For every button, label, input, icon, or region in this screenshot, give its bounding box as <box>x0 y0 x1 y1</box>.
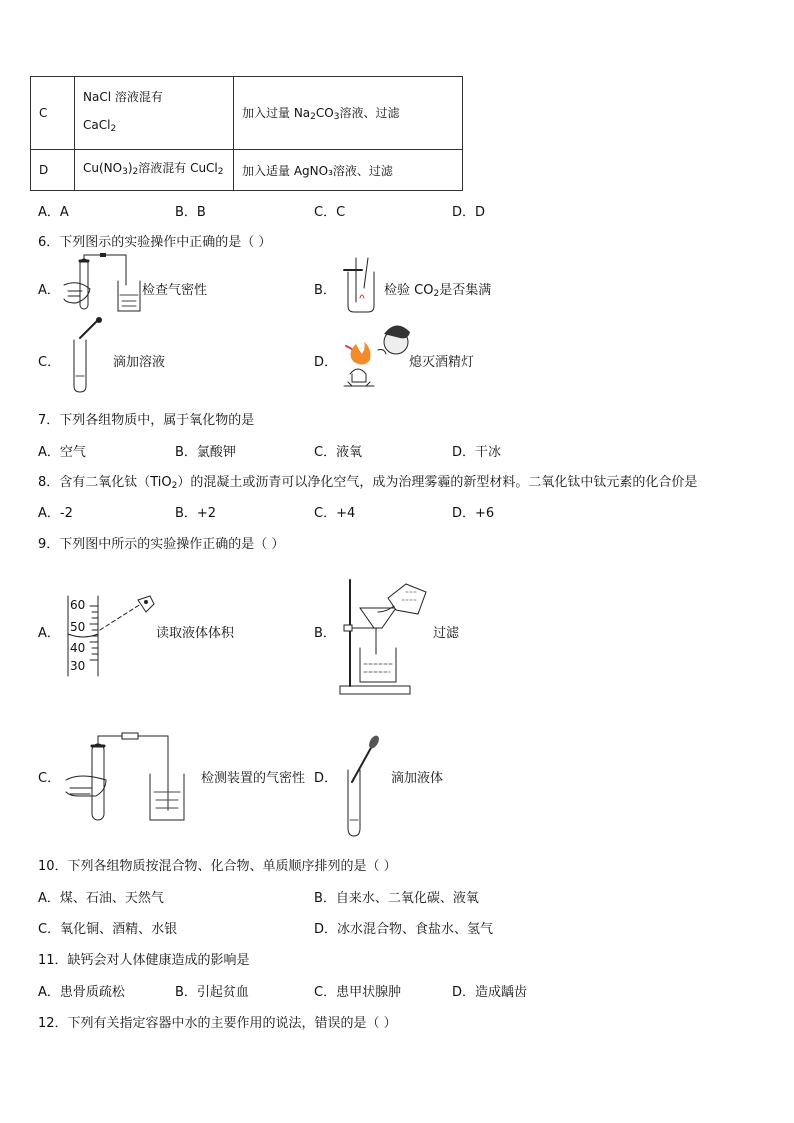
q11-option-d: D．造成龋齿 <box>452 985 528 1000</box>
q11-option-c: C．患甲状腺肿 <box>314 985 402 1000</box>
q9-a-caption: 读取液体体积 <box>156 626 235 641</box>
table-row <box>31 150 463 191</box>
gas-bottle-icon <box>342 258 382 314</box>
q8-stem: 8．含有二氧化钛（TiO$_2$）的混凝土或沥青可以净化空气，成为治理雾霾的新型材料。二氧化钛中钛元素的化合价是 <box>38 475 698 491</box>
q9-a-letter: A． <box>38 626 60 641</box>
q5-option-d: D．D <box>452 205 486 220</box>
q10-option-c: C．氧化铜、酒精、水银 <box>38 922 178 937</box>
q8-option-d: D．+6 <box>452 506 495 521</box>
q7-option-b: B．氯酸钾 <box>175 445 236 460</box>
q6-c-letter: C． <box>38 355 61 370</box>
tick-label: 50 <box>70 620 86 634</box>
option-table <box>30 76 463 191</box>
q7-option-a: A．空气 <box>38 445 86 460</box>
tick-label: 40 <box>70 641 86 655</box>
q5-option-b: B．B <box>175 205 206 220</box>
airtightness-check-icon <box>60 255 144 315</box>
q8-option-c: C．+4 <box>314 506 356 521</box>
q6-d-caption: 熄灭酒精灯 <box>409 355 475 370</box>
q6-b-caption: 检验 $CO_2$是否集满 <box>384 283 492 299</box>
q9-c-caption: 检测装置的气密性 <box>201 771 306 786</box>
q12-stem: 12．下列有关指定容器中水的主要作用的说法，错误的是（ ） <box>38 1016 397 1031</box>
q7-option-d: D．干冰 <box>452 445 502 460</box>
q11-stem: 11．缺钙会对人体健康造成的影响是 <box>38 953 250 968</box>
q6-a-letter: A． <box>38 283 60 298</box>
q5-option-c: C．C <box>314 205 346 220</box>
q10-option-a: A．煤、石油、天然气 <box>38 891 164 906</box>
filtration-apparatus-icon <box>336 578 436 696</box>
method-cell: 加入适量 AgNO₃溶液、过滤 <box>234 150 463 191</box>
airtightness-apparatus-icon <box>64 734 196 824</box>
q9-b-caption: 过滤 <box>433 626 460 641</box>
q6-a-caption: 检查气密性 <box>142 283 208 298</box>
q8-option-a: A．-2 <box>38 506 73 521</box>
q6-b-letter: B． <box>314 283 336 298</box>
q6-d-letter: D． <box>314 355 338 370</box>
q10-option-d: D．冰水混合物、食盐水、氢气 <box>314 922 494 937</box>
q9-stem: 9．下列图中所示的实验操作正确的是（ ） <box>38 537 285 552</box>
impurity-cell: NaCl 溶液混有 CaCl$_2$ <box>75 77 234 150</box>
q11-option-a: A．患骨质疏松 <box>38 985 125 1000</box>
q8-option-b: B．+2 <box>175 506 217 521</box>
row-label: D <box>31 150 75 191</box>
q11-option-b: B．引起贫血 <box>175 985 249 1000</box>
impurity-cell: $Cu(NO_3)_2$溶液混有 CuCl$_2$ <box>75 150 234 191</box>
q9-d-caption: 滴加液体 <box>391 771 444 786</box>
tick-label: 60 <box>70 598 86 612</box>
q10-stem: 10．下列各组物质按混合物、化合物、单质顺序排列的是（ ） <box>38 859 397 874</box>
table-row <box>31 77 463 150</box>
q6-stem: 6．下列图示的实验操作中正确的是（ ） <box>38 235 272 250</box>
extinguish-lamp-icon <box>340 322 414 394</box>
q6-c-caption: 滴加溶液 <box>113 355 166 370</box>
q5-option-a: A．A <box>38 205 69 220</box>
method-cell: 加入过量 $Na_2CO_3$溶液、过滤 <box>234 77 463 150</box>
dropper-tube-icon <box>340 736 390 842</box>
q9-c-letter: C． <box>38 771 61 786</box>
q9-d-letter: D． <box>314 771 338 786</box>
tick-label: 30 <box>70 659 86 673</box>
dropping-solution-icon <box>66 318 106 394</box>
q7-stem: 7．下列各组物质中，属于氧化物的是 <box>38 413 255 428</box>
q10-option-b: B．自来水、二氧化碳、液氧 <box>314 891 479 906</box>
row-label: C <box>31 77 75 150</box>
q7-option-c: C．液氧 <box>314 445 363 460</box>
q9-b-letter: B． <box>314 626 336 641</box>
